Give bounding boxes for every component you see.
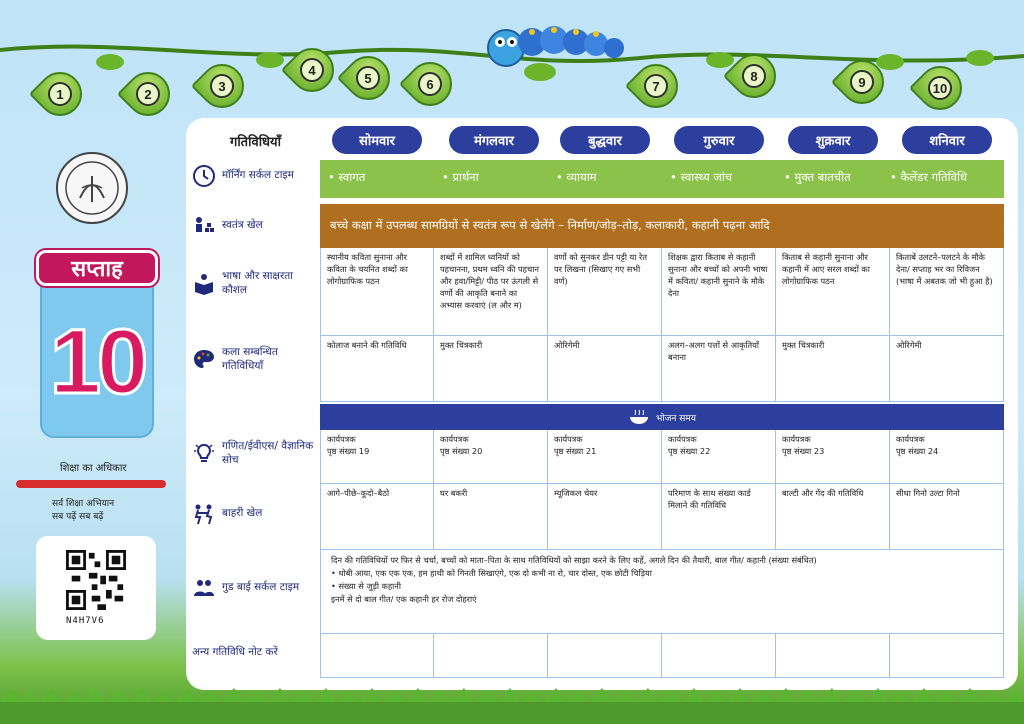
morning-cell-mon: • स्वागत: [328, 170, 366, 184]
week-label: सप्ताह: [36, 250, 158, 286]
notes-cell-thu[interactable]: [662, 634, 776, 678]
day-saturday: शनिवार: [902, 126, 992, 154]
art-cell-mon: कोलाज बनाने की गतिविधि: [320, 336, 434, 402]
math-cell-wed: कार्यपत्रक पृष्ठ संख्या 21: [548, 430, 662, 484]
morning-cell-tue: • प्रार्थना: [442, 170, 479, 184]
notes-cell-wed[interactable]: [548, 634, 662, 678]
row-label-goodbye: गुड बाई सर्कल टाइम: [192, 576, 320, 600]
leaf-number-7: 7: [625, 55, 687, 117]
goodbye-list: [331, 567, 993, 593]
row-label-freeplay: स्वतंत्र खेल: [192, 214, 320, 238]
goodbye-item: • संख्या से जुड़ी कहानी: [331, 580, 993, 593]
week-number-box: [40, 272, 154, 438]
rte-subtitle-1: सर्व शिक्षा अभियान: [52, 499, 115, 509]
goodbye-item: • धोबी आया, एक एक एक, हम हाथी को गिनती सिखाएंगे, एक दो कभी ना रो, चार दोस्त, एक छोटी चिड़िया: [331, 567, 993, 580]
outdoor-cell-mon: आगे–पीछे–कूदो–बैठो: [320, 484, 434, 550]
qr-card[interactable]: [36, 536, 156, 640]
schedule-panel: [186, 118, 1018, 690]
activities-header: गतिविधियाँ: [230, 135, 281, 150]
morning-cell-thu: • स्वास्थ्य जांच: [670, 170, 733, 184]
morning-circle-bar: [320, 160, 1004, 198]
outdoor-cell-fri: बाल्टी और गेंद की गतिविधि: [776, 484, 890, 550]
reading-book-icon: [192, 272, 216, 296]
row-label-outdoor: बाहरी खेल: [192, 502, 320, 526]
week-card: [36, 250, 158, 440]
leaf-number-2: 2: [117, 63, 179, 125]
leaf-number-8: 8: [723, 45, 785, 107]
play-blocks-icon: [192, 214, 216, 238]
language-cell-wed: वर्णो को सुनकर डीन पट्टी या रेत पर लिखना (सिखाए गए सभी वर्ण): [548, 248, 662, 336]
outdoor-cell-sat: सीधा गिनो उल्टा गिनो: [890, 484, 1004, 550]
palette-icon: [192, 348, 216, 372]
morning-cell-wed: • व्यायाम: [556, 170, 597, 184]
meal-time-bar: [320, 404, 1004, 430]
math-cell-thu: कार्यपत्रक पृष्ठ संख्या 22: [662, 430, 776, 484]
math-cell-mon: कार्यपत्रक पृष्ठ संख्या 19: [320, 430, 434, 484]
week-number: 10: [49, 310, 145, 413]
leaf-number-3: 3: [191, 55, 253, 117]
kids-playing-icon: [192, 502, 216, 526]
math-cell-fri: कार्यपत्रक पृष्ठ संख्या 23: [776, 430, 890, 484]
rte-title: शिक्षा का अधिकार: [60, 463, 127, 474]
leaf-number-4: 4: [281, 39, 343, 101]
notes-cell-mon[interactable]: [320, 634, 434, 678]
leaf-number-1: 1: [29, 63, 91, 125]
lightbulb-icon: [192, 442, 216, 466]
day-wednesday: बुद्धवार: [560, 126, 650, 154]
row-label-math: गणित/ईवीएस/ वैज्ञानिक सोच: [192, 440, 320, 467]
day-friday: शुक्रवार: [788, 126, 878, 154]
goodbye-intro: दिन की गतिविधियों पर फिर से चर्चा, बच्चों को माता–पिता के साथ गतिविधियों को साझा करने के लिए कहें, अगले दिन की तैयारी, बाल गीत/ कहानी (संख्या संबंधित): [331, 555, 817, 565]
art-cell-tue: मुक्त चित्रकारी: [434, 336, 548, 402]
qr-code-icon[interactable]: [66, 550, 126, 610]
goodbye-outro: इनमें से दो बाल गीत/ एक कहानी हर रोज दोहराएं: [331, 594, 477, 605]
language-cell-mon: स्थानीय कविता सुनाना और कविता के चयनित शब्दों का लोगोग्राफिक पठन: [320, 248, 434, 336]
notes-cell-tue[interactable]: [434, 634, 548, 678]
art-cell-wed: ओरिगेमी: [548, 336, 662, 402]
row-label-notes: अन्य गतिविधि नोट करें: [192, 646, 278, 658]
row-label-language: भाषा और साक्षरता कौशल: [192, 270, 320, 297]
math-cell-tue: कार्यपत्रक पृष्ठ संख्या 20: [434, 430, 548, 484]
day-thursday: गुरुवार: [674, 126, 764, 154]
language-cell-tue: शब्दों में शामिल ध्वनियों को पहचानना, प्रथम ध्वनि की पहचान और हवा/मिट्टी/ पीठ पर ऊंगली से वर्णो की आकृति बनाने का अभ्यास करवाएं (ल और म): [434, 248, 548, 336]
meal-bowl-icon: [628, 409, 650, 425]
caterpillar-illustration: [486, 12, 626, 72]
group-people-icon: [192, 576, 216, 600]
meal-time-label: भोजन समय: [656, 413, 696, 424]
leaf-number-5: 5: [337, 47, 399, 109]
pencil-icon: [16, 480, 166, 488]
qr-code-text: N4H7V6: [66, 616, 105, 626]
art-cell-sat: ओरिगेमी: [890, 336, 1004, 402]
leaf-number-10: 10: [909, 57, 971, 119]
leaf-number-6: 6: [399, 53, 461, 115]
outdoor-cell-wed: म्यूजिकल चेयर: [548, 484, 662, 550]
leaf-number-9: 9: [831, 51, 893, 113]
language-cell-thu: शिक्षक द्वारा किताब से कहानी सुनाना और बच्चों को अपनी भाषा में कविता/ कहानी सुनाने के मौके देना: [662, 248, 776, 336]
notes-cell-sat[interactable]: [890, 634, 1004, 678]
goodbye-circle-cell: [320, 550, 1004, 634]
math-cell-sat: कार्यपत्रक पृष्ठ संख्या 24: [890, 430, 1004, 484]
outdoor-cell-thu: परिमाण के साथ संख्या कार्ड मिलाने की गतिविधि: [662, 484, 776, 550]
up-govt-logo: [56, 152, 128, 224]
art-cell-thu: अलग–अलग पत्तों से आकृतियाँ बनाना: [662, 336, 776, 402]
language-cell-fri: किताब से कहानी सुनाना और कहानी में आए सरल शब्दों का लोगोग्राफिक पठन: [776, 248, 890, 336]
emblem-icon: [62, 158, 122, 218]
day-monday: सोमवार: [332, 126, 422, 154]
notes-cell-fri[interactable]: [776, 634, 890, 678]
clock-icon: [192, 164, 216, 188]
row-label-art: कला सम्बन्धित गतिविधियाँ: [192, 346, 320, 373]
grass-decoration: [0, 688, 1024, 724]
outdoor-cell-tue: घर बकरी: [434, 484, 548, 550]
freeplay-bar: बच्चे कक्षा में उपलब्ध सामग्रियों से स्वतंत्र रूप से खेलेंगे – निर्माण/जोड़–तोड़, कलाकारी, कहानी पढ़ना आदि: [320, 204, 1004, 248]
art-cell-fri: मुक्त चित्रकारी: [776, 336, 890, 402]
language-cell-sat: किताबें उलटने–पलटने के मौके देना/ सप्ताह भर का रिविजन (भाषा में अबतक जो भी हुआ है): [890, 248, 1004, 336]
morning-cell-sat: • कैलेंडर गतिविधि: [890, 170, 968, 184]
morning-cell-fri: • मुक्त बातचीत: [784, 170, 851, 184]
row-label-morning: मॉर्निंग सर्कल टाइम: [192, 164, 320, 188]
rte-subtitle-2: सब पढ़ें सब बढ़ें: [52, 512, 104, 522]
day-tuesday: मंगलवार: [449, 126, 539, 154]
